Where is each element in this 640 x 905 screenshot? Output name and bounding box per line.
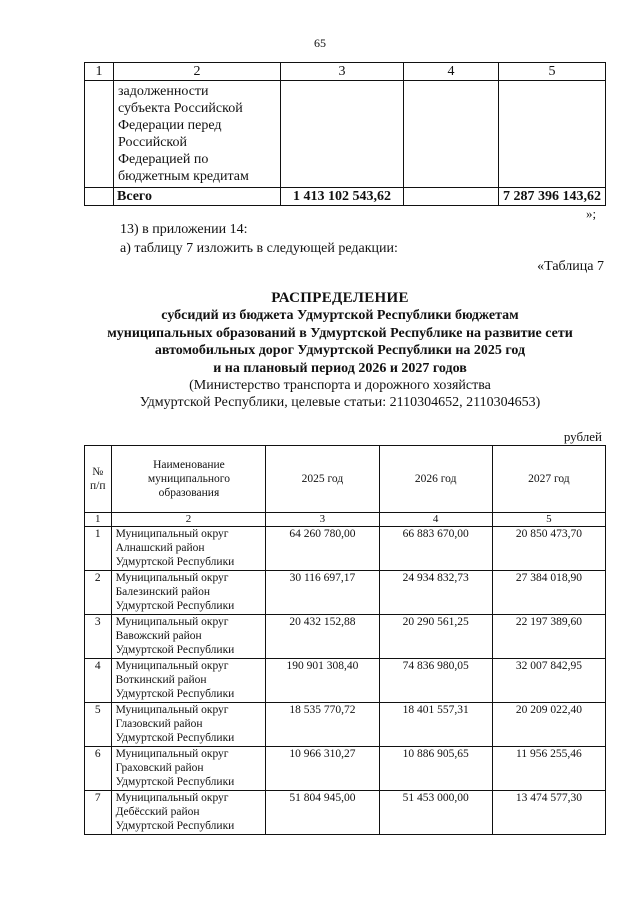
title-line: автомобильных дорог Удмуртской Республики на 2025 год	[154, 343, 526, 359]
title-line: и на плановый период 2026 и 2027 годов	[213, 360, 467, 376]
row-name-line: Удмуртской Республики	[115, 776, 235, 788]
row-2027: 11 956 255,46	[492, 747, 605, 791]
prev-table-header-row	[85, 63, 606, 81]
row-2025: 10 966 310,27	[266, 747, 379, 791]
title-line: муниципальных образований в Удмуртской Республике на развитие сети	[107, 325, 573, 341]
title-line: субсидий из бюджета Удмуртской Республики бюджетам	[161, 308, 519, 324]
row-no: 4	[85, 659, 112, 703]
table-row	[85, 747, 606, 791]
table-reference: «Таблица 7	[537, 259, 604, 274]
row-name-line: Удмуртской Республики	[115, 688, 235, 700]
table-title-block	[60, 290, 620, 412]
row-name-line: Дебёсский район	[115, 806, 200, 818]
prev-total-label: Всего	[114, 188, 281, 206]
header-2025: 2025 год	[266, 446, 379, 513]
row-name-line: Воткинский район	[115, 674, 207, 686]
row-name-line: Муниципальный округ	[115, 572, 229, 584]
row-2026: 20 290 561,25	[379, 615, 492, 659]
colnum-1: 1	[85, 513, 112, 527]
prev-col-2: 2	[114, 63, 281, 81]
table-row	[85, 571, 606, 615]
table-row	[85, 659, 606, 703]
row-name-line: Муниципальный округ	[115, 792, 229, 804]
row-name-line: Муниципальный округ	[115, 616, 229, 628]
title-heading: РАСПРЕДЕЛЕНИЕ	[271, 290, 409, 306]
header-2027: 2027 год	[492, 446, 605, 513]
colnum-3: 3	[266, 513, 379, 527]
row-no: 7	[85, 791, 112, 835]
row-no: 6	[85, 747, 112, 791]
prev-desc-col4	[404, 81, 499, 188]
prev-total-col3: 1 413 102 543,62	[281, 188, 404, 206]
row-name-line: Муниципальный округ	[115, 748, 229, 760]
row-2027: 20 850 473,70	[492, 527, 605, 571]
header-no	[85, 446, 112, 513]
paragraph-item-13: 13) в приложении 14:	[120, 222, 248, 237]
row-name	[111, 527, 266, 571]
page-number: 65	[314, 36, 326, 50]
row-name-line: Муниципальный округ	[115, 704, 229, 716]
colnum-4: 4	[379, 513, 492, 527]
table-row	[85, 703, 606, 747]
prev-total-empty	[85, 188, 114, 206]
previous-table-fragment	[84, 62, 606, 206]
title-subline: Удмуртской Республики, целевые статьи: 2110304652, 2110304653)	[139, 395, 541, 411]
row-2026: 51 453 000,00	[379, 791, 492, 835]
header-no-line: №	[92, 466, 104, 478]
table-row	[85, 527, 606, 571]
row-name	[111, 703, 266, 747]
row-name-line: Удмуртской Республики	[115, 600, 235, 612]
title-subline: (Министерство транспорта и дорожного хозяйства	[189, 378, 491, 394]
prev-table-desc-row	[85, 81, 606, 188]
row-name	[111, 615, 266, 659]
row-name-line: Вавожский район	[115, 630, 202, 642]
prev-total-col4	[404, 188, 499, 206]
header-name-line: образования	[158, 487, 220, 499]
prev-col-4: 4	[404, 63, 499, 81]
row-name	[111, 571, 266, 615]
prev-col-1: 1	[85, 63, 114, 81]
header-name-line: муниципального	[147, 473, 230, 485]
prev-desc-line: Федерацией по	[118, 152, 209, 167]
colnum-2: 2	[111, 513, 266, 527]
row-2027: 13 474 577,30	[492, 791, 605, 835]
prev-desc-empty	[85, 81, 114, 188]
row-2025: 51 804 945,00	[266, 791, 379, 835]
row-2027: 32 007 842,95	[492, 659, 605, 703]
paragraph-subitem-a: а) таблицу 7 изложить в следующей редакции:	[120, 241, 398, 256]
prev-desc-line: Российской	[118, 135, 187, 150]
row-2026: 24 934 832,73	[379, 571, 492, 615]
row-2026: 66 883 670,00	[379, 527, 492, 571]
header-no-line: п/п	[90, 480, 106, 492]
colnum-5: 5	[492, 513, 605, 527]
row-2026: 74 836 980,05	[379, 659, 492, 703]
prev-desc-col5	[499, 81, 606, 188]
prev-table-total-row	[85, 188, 606, 206]
prev-col-5: 5	[499, 63, 606, 81]
table-row	[85, 791, 606, 835]
row-no: 3	[85, 615, 112, 659]
row-name-line: Алнашский район	[115, 542, 205, 554]
row-2026: 18 401 557,31	[379, 703, 492, 747]
row-2025: 190 901 308,40	[266, 659, 379, 703]
row-name-line: Удмуртской Республики	[115, 732, 235, 744]
header-2026: 2026 год	[379, 446, 492, 513]
prev-desc-col3	[281, 81, 404, 188]
prev-desc-text	[114, 81, 281, 188]
row-name	[111, 659, 266, 703]
row-name-line: Балезинский район	[115, 586, 210, 598]
row-no: 1	[85, 527, 112, 571]
row-name-line: Граховский район	[115, 762, 204, 774]
row-name	[111, 791, 266, 835]
row-2026: 10 886 905,65	[379, 747, 492, 791]
column-number-row	[85, 513, 606, 527]
header-name-line: Наименование	[153, 459, 225, 471]
table-header-row	[85, 446, 606, 513]
row-2027: 27 384 018,90	[492, 571, 605, 615]
prev-col-3: 3	[281, 63, 404, 81]
row-name-line: Удмуртской Республики	[115, 644, 235, 656]
row-name-line: Глазовский район	[115, 718, 203, 730]
header-name	[111, 446, 266, 513]
row-no: 5	[85, 703, 112, 747]
row-no: 2	[85, 571, 112, 615]
row-2027: 20 209 022,40	[492, 703, 605, 747]
row-2025: 18 535 770,72	[266, 703, 379, 747]
row-name-line: Муниципальный округ	[115, 528, 229, 540]
row-name-line: Удмуртской Республики	[115, 556, 235, 568]
prev-desc-line: субъекта Российской	[118, 101, 243, 116]
unit-label: рублей	[563, 429, 602, 444]
row-name-line: Муниципальный округ	[115, 660, 229, 672]
prev-desc-line: бюджетным кредитам	[118, 169, 249, 184]
closing-quote: »;	[586, 206, 597, 221]
row-2025: 20 432 152,88	[266, 615, 379, 659]
row-2025: 64 260 780,00	[266, 527, 379, 571]
subsidy-distribution-table	[84, 445, 606, 835]
prev-desc-line: задолженности	[118, 84, 209, 99]
prev-desc-line: Федерации перед	[118, 118, 222, 133]
row-name	[111, 747, 266, 791]
row-2025: 30 116 697,17	[266, 571, 379, 615]
row-name-line: Удмуртской Республики	[115, 820, 235, 832]
prev-total-col5: 7 287 396 143,62	[499, 188, 606, 206]
row-2027: 22 197 389,60	[492, 615, 605, 659]
table-row	[85, 615, 606, 659]
